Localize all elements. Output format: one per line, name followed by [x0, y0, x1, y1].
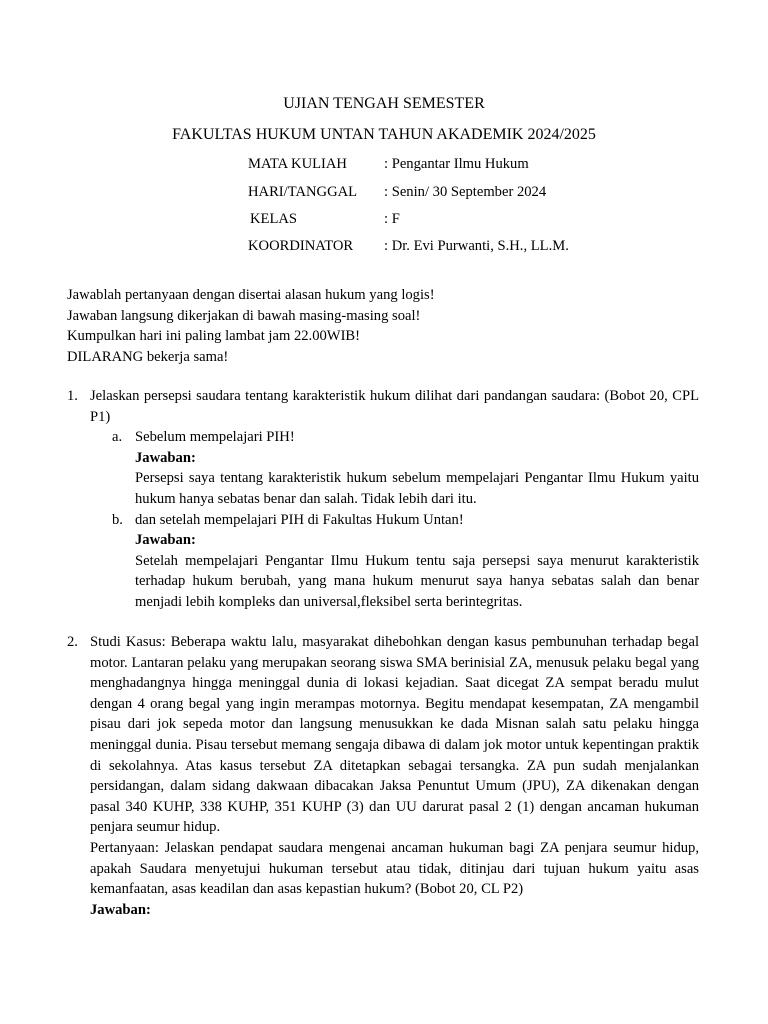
meta-label: KELAS: [250, 211, 298, 227]
question-text: Jelaskan persepsi saudara tentang karakteristik hukum dilihat dari pandangan saudara: (Bobot 20, CPL P1): [90, 388, 699, 425]
meta-value: : Senin/ 30 September 2024: [384, 184, 547, 200]
answer-label: Jawaban:: [90, 901, 151, 918]
answer-label: Jawaban:: [135, 532, 196, 549]
meta-label: MATA KULIAH: [248, 156, 347, 172]
question-number: 1.: [67, 388, 78, 404]
part-prompt: Sebelum mempelajari PIH!: [135, 429, 295, 446]
question-part-a: [90, 427, 699, 509]
question-part-b: [90, 510, 699, 613]
answer-label: Jawaban:: [135, 449, 196, 466]
meta-label: KOORDINATOR: [248, 238, 354, 254]
faculty-title: FAKULTAS HUKUM UNTAN TAHUN AKADEMIK 2024/2025: [172, 126, 596, 143]
question-text: Pertanyaan: Jelaskan pendapat saudara mengenai ancaman hukuman bagi ZA penjara seumur hidup, apakah Saudara menyetujui hukuman tersebut atau tidak, ditinjau dari tujuan hukum yaitu asas kemanfaatan, asas keadilan dan asas kepastian hukum? (Bobot 20, CL P2): [90, 839, 699, 898]
question-2: [67, 632, 699, 920]
case-study-text: Studi Kasus: Beberapa waktu lalu, masyarakat dihebohkan dengan kasus pembunuhan terhadap begal motor. Lantaran pelaku yang merupakan seorang siswa SMA berinisial ZA, menusuk pelaku begal yang menghadangnya hingga meninggal dunia di lokasi kejadian. Saat dicegat ZA sempat beradu mulut dengan 4 orang begal yang ingin merampas motornya. Begitu mendapat kesempatan, ZA mengambil pisau dari jok sepeda motor dan langsung menusukkan ke dada Misnan salah satu pelaku hingga meninggal dunia. Pisau tersebut memang sengaja dibawa di dalam jok motor untuk kepentingan praktik di sekolahnya. Atas kasus tersebut ZA ditetapkan sebagai tersangka. ZA pun sudah menjalankan persidangan, dalam sidang dakwaan dibacakan Jaksa Penuntut Umum (JPU), ZA dikenakan dengan pasal 340 KUHP, 338 KUHP, 351 KUHP (3) dan UU darurat pasal 2 (1) dengan ancaman hukuman penjara seumur hidup.: [90, 634, 699, 836]
exam-title: UJIAN TENGAH SEMESTER: [283, 95, 485, 112]
question-1: [67, 386, 699, 613]
answer-text: Persepsi saya tentang karakteristik hukum sebelum mempelajari Pengantar Ilmu Hukum yaitu hukum hanya sebatas benar dan salah. Tidak lebih dari itu.: [135, 470, 699, 507]
part-prompt: dan setelah mempelajari PIH di Fakultas Hukum Untan!: [135, 511, 464, 528]
meta-value: : Pengantar Ilmu Hukum: [384, 156, 529, 172]
answer-text: Setelah mempelajari Pengantar Ilmu Hukum tentu saja persepsi saya menurut karakteristik terhadap hukum berubah, yang mana hukum menurut saya hanya sebatas salah dan benar menjadi lebih kompleks dan universal,fleksibel serta berintegritas.: [135, 552, 699, 610]
part-letter: a.: [112, 429, 123, 446]
instruction-line: DILARANG bekerja sama!: [67, 348, 229, 365]
meta-value: : Dr. Evi Purwanti, S.H., LL.M.: [384, 238, 569, 254]
instruction-line: Jawaban langsung dikerjakan di bawah masing-masing soal!: [67, 307, 421, 324]
meta-label: HARI/TANGGAL: [248, 184, 358, 200]
instruction-line: Jawablah pertanyaan dengan disertai alasan hukum yang logis!: [67, 287, 435, 303]
question-number: 2.: [67, 634, 78, 650]
instructions: [67, 285, 435, 367]
part-letter: b.: [112, 511, 123, 528]
instruction-line: Kumpulkan hari ini paling lambat jam 22.00WIB!: [67, 328, 361, 345]
meta-value: : F: [384, 211, 400, 227]
